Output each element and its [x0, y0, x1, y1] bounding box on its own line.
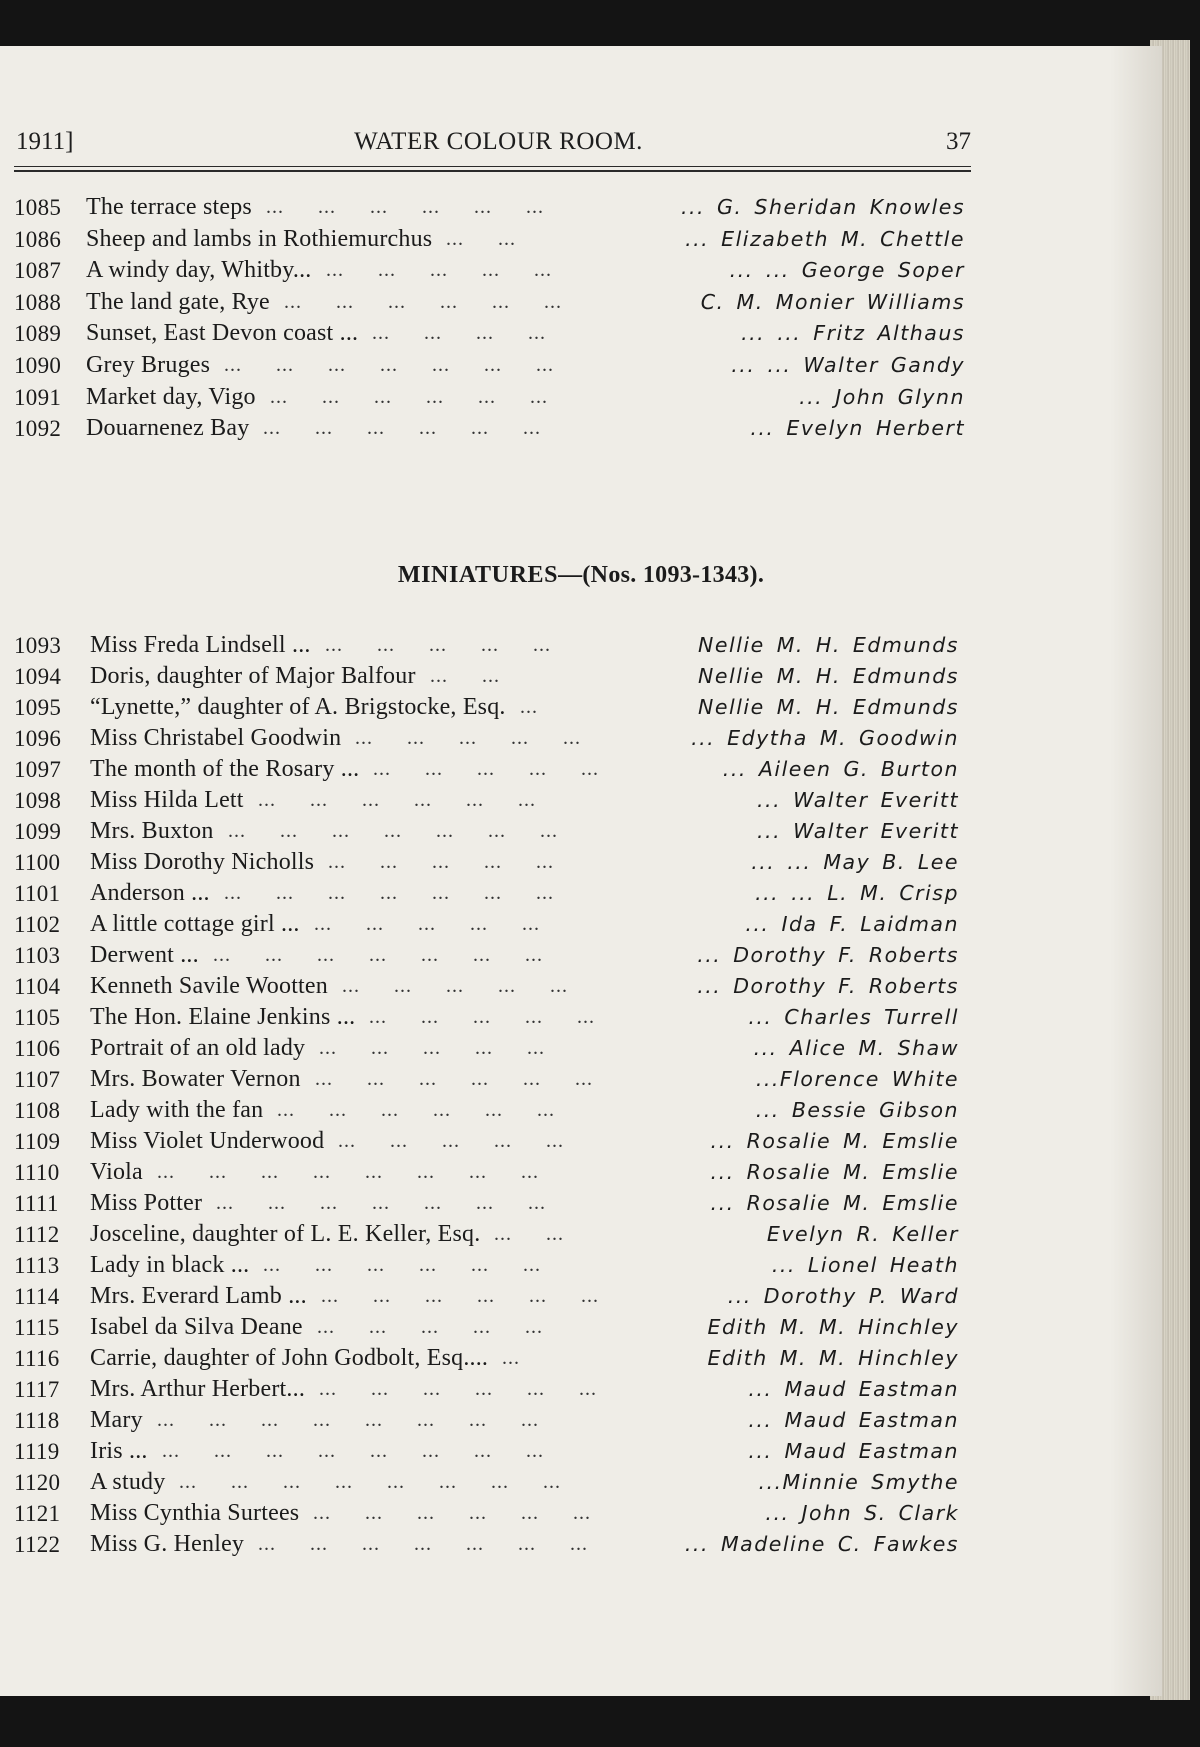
page-gutter-shadow	[1110, 46, 1162, 1696]
catalogue-entry	[14, 1219, 971, 1250]
catalogue-entry	[14, 1157, 971, 1188]
entry-leader-dots: ... ... ... ... ...	[373, 758, 599, 780]
entry-number: 1096	[14, 726, 62, 751]
running-header	[16, 128, 971, 158]
catalogue-entry	[14, 1126, 971, 1157]
catalogue-entry	[14, 287, 971, 319]
catalogue-entry	[14, 1188, 971, 1219]
entry-title: The month of the Rosary ...	[90, 756, 360, 782]
entry-number: 1121	[14, 1501, 61, 1526]
catalogue-entry	[14, 224, 971, 256]
entry-title: Lady in black ...	[90, 1252, 250, 1278]
catalogue-entry	[14, 350, 971, 382]
entry-title: Doris, daughter of Major Balfour	[90, 663, 416, 689]
entry-number: 1111	[14, 1191, 59, 1216]
catalogue-entry	[14, 940, 971, 971]
entry-title: Market day, Vigo	[86, 383, 256, 410]
entry-artist: ... Evelyn Herbert	[750, 416, 965, 441]
entry-artist: Edith M. M. Hinchley	[707, 1346, 959, 1370]
catalogue-entry	[14, 723, 971, 754]
entry-leader-dots: ...	[520, 696, 538, 718]
entry-title: Kenneth Savile Wootten	[90, 973, 328, 999]
entry-artist: ... Dorothy F. Roberts	[697, 943, 959, 967]
entry-leader-dots: ... ... ... ... ...	[355, 727, 581, 749]
entry-title: Sunset, East Devon coast ...	[86, 320, 359, 347]
catalogue-entry	[14, 754, 971, 785]
entry-number: 1119	[14, 1439, 60, 1464]
entry-artist: ... Alice M. Shaw	[753, 1036, 959, 1060]
entry-leader-dots: ... ... ... ... ... ...	[284, 290, 562, 313]
entry-title: Anderson ...	[90, 880, 210, 906]
catalogue-entry	[14, 413, 971, 445]
entry-number: 1115	[14, 1315, 60, 1340]
entry-artist: ...Minnie Smythe	[758, 1470, 959, 1494]
entry-number: 1092	[14, 416, 62, 442]
section-heading-title: MINIATURES	[397, 562, 559, 588]
entry-leader-dots: ... ... ... ... ... ...	[266, 196, 544, 218]
catalogue-entry	[14, 816, 971, 847]
entry-number: 1099	[14, 819, 62, 844]
entry-leader-dots: ... ...	[494, 1223, 564, 1245]
entry-artist: ... Elizabeth M. Chettle	[685, 226, 965, 251]
catalogue-entry	[14, 971, 971, 1002]
catalogue-list-miniatures	[14, 630, 971, 1560]
entry-leader-dots: ... ... ... ... ... ...	[277, 1099, 555, 1121]
entry-number: 1091	[14, 384, 62, 410]
catalogue-entry	[14, 1343, 971, 1374]
entry-leader-dots: ... ... ... ... ... ... ... ...	[179, 1471, 561, 1493]
entry-title: Douarnenez Bay	[86, 415, 250, 442]
catalogue-entry	[14, 630, 971, 661]
catalogue-entry	[14, 382, 971, 414]
catalogue-list-water-colour	[14, 192, 971, 445]
entry-artist: Nellie M. H. Edmunds	[698, 695, 959, 719]
entry-number: 1088	[14, 289, 62, 315]
entry-title: Derwent ...	[90, 942, 199, 968]
entry-title: Josceline, daughter of L. E. Keller, Esq.	[90, 1221, 481, 1247]
entry-leader-dots: ... ... ... ... ... ...	[258, 789, 536, 811]
catalogue-entry	[14, 1498, 971, 1529]
entry-leader-dots: ... ... ... ... ...	[342, 975, 568, 997]
entry-title: Miss Dorothy Nicholls	[90, 849, 315, 875]
entry-artist: Nellie M. H. Edmunds	[698, 633, 959, 657]
entry-artist: ... Rosalie M. Emslie	[710, 1129, 959, 1153]
entry-title: Grey Bruges	[86, 351, 211, 378]
entry-number: 1094	[14, 664, 62, 689]
entry-number: 1097	[14, 757, 62, 782]
entry-leader-dots: ... ... ... ... ...	[325, 634, 551, 656]
entry-title: A study	[90, 1469, 166, 1495]
entry-title: Isabel da Silva Deane	[90, 1314, 303, 1340]
entry-artist: ... Bessie Gibson	[755, 1098, 959, 1122]
entry-number: 1089	[14, 321, 62, 347]
entry-artist: ... ... Fritz Althaus	[741, 321, 965, 346]
entry-title: Miss Cynthia Surtees	[90, 1500, 300, 1526]
entry-number: 1114	[14, 1284, 60, 1309]
entry-leader-dots: ... ... ... ... ... ...	[313, 1502, 591, 1524]
entry-number: 1104	[14, 974, 61, 999]
entry-title: A windy day, Whitby...	[86, 257, 312, 284]
catalogue-entry	[14, 1250, 971, 1281]
entry-artist: Evelyn R. Keller	[766, 1222, 959, 1246]
catalogue-entry	[14, 318, 971, 350]
entry-leader-dots: ... ... ... ... ... ...	[263, 417, 541, 440]
entry-leader-dots: ... ... ... ... ... ... ...	[224, 882, 554, 904]
entry-artist: ... Maud Eastman	[748, 1377, 959, 1401]
catalogue-entry	[14, 1281, 971, 1312]
entry-artist: ... Maud Eastman	[748, 1439, 959, 1463]
catalogue-entry	[14, 1002, 971, 1033]
catalogue-entry	[14, 1436, 971, 1467]
section-heading-range: —(Nos. 1093-1343).	[558, 562, 765, 588]
entry-leader-dots: ... ... ... ... ...	[338, 1130, 564, 1152]
header-title: WATER COLOUR ROOM.	[354, 128, 643, 155]
entry-number: 1113	[14, 1253, 60, 1278]
catalogue-entry	[14, 1529, 971, 1560]
entry-leader-dots: ... ... ... ... ... ... ...	[258, 1533, 588, 1555]
header-rule	[14, 166, 971, 172]
catalogue-entry	[14, 255, 971, 287]
catalogue-entry	[14, 1095, 971, 1126]
entry-leader-dots: ... ... ... ... ... ... ...	[228, 820, 558, 842]
entry-title: Miss Christabel Goodwin	[90, 725, 342, 751]
entry-leader-dots: ... ... ... ... ... ... ... ...	[157, 1161, 539, 1183]
section-heading	[0, 562, 1162, 589]
entry-artist: ... ... Walter Gandy	[731, 352, 965, 377]
entry-title: The Hon. Elaine Jenkins ...	[90, 1004, 356, 1030]
entry-number: 1100	[14, 850, 61, 875]
entry-number: 1120	[14, 1470, 61, 1495]
entry-leader-dots: ... ...	[446, 227, 516, 250]
entry-artist: ... Madeline C. Fawkes	[684, 1532, 959, 1556]
entry-leader-dots: ... ... ... ... ... ... ...	[213, 944, 543, 966]
header-year: 1911]	[16, 128, 74, 155]
entry-title: Miss Potter	[90, 1190, 203, 1216]
entry-artist: ... G. Sheridan Knowles	[680, 195, 965, 219]
catalogue-entry	[14, 1405, 971, 1436]
entry-title: Carrie, daughter of John Godbolt, Esq....	[90, 1345, 489, 1371]
entry-leader-dots: ... ...	[430, 665, 500, 687]
entry-artist: ... Dorothy P. Ward	[727, 1284, 959, 1308]
catalogue-entry	[14, 1467, 971, 1498]
catalogue-entry	[14, 785, 971, 816]
entry-artist: ... Walter Everitt	[757, 819, 959, 843]
entry-leader-dots: ... ... ... ... ...	[319, 1037, 545, 1059]
entry-number: 1085	[14, 195, 62, 220]
entry-leader-dots: ... ... ... ... ... ...	[270, 385, 548, 408]
entry-number: 1103	[14, 943, 61, 968]
entry-leader-dots: ... ... ... ... ... ...	[319, 1378, 597, 1400]
entry-leader-dots: ... ... ... ... ... ... ...	[216, 1192, 546, 1214]
entry-number: 1110	[14, 1160, 60, 1185]
entry-leader-dots: ... ... ... ... ... ... ... ...	[162, 1440, 544, 1462]
entry-number: 1108	[14, 1098, 61, 1123]
entry-number: 1116	[14, 1346, 60, 1371]
catalogue-entry	[14, 847, 971, 878]
entry-title: Sheep and lambs in Rothiemurchus	[86, 225, 433, 252]
entry-leader-dots: ... ... ... ... ...	[369, 1006, 595, 1028]
entry-leader-dots: ...	[502, 1347, 520, 1369]
entry-artist: ... Edytha M. Goodwin	[691, 726, 959, 750]
entry-leader-dots: ... ... ... ... ...	[317, 1316, 543, 1338]
entry-artist: ... Ida F. Laidman	[745, 912, 959, 936]
entry-number: 1090	[14, 352, 62, 378]
entry-number: 1109	[14, 1129, 61, 1154]
entry-number: 1086	[14, 226, 62, 252]
catalogue-entry	[14, 692, 971, 723]
entry-number: 1098	[14, 788, 62, 813]
page-number: 37	[946, 128, 971, 155]
entry-artist: ... Walter Everitt	[757, 788, 959, 812]
entry-title: Mrs. Arthur Herbert...	[90, 1376, 306, 1402]
catalogue-entry	[14, 1374, 971, 1405]
entry-title: Mrs. Bowater Vernon	[90, 1066, 301, 1092]
entry-title: Portrait of an old lady	[90, 1035, 306, 1061]
entry-number: 1102	[14, 912, 61, 937]
entry-artist: ... Aileen G. Burton	[722, 757, 959, 781]
entry-leader-dots: ... ... ... ...	[372, 322, 546, 345]
entry-number: 1093	[14, 633, 62, 658]
entry-title: Mrs. Everard Lamb ...	[90, 1283, 307, 1309]
entry-leader-dots: ... ... ... ... ... ... ... ...	[157, 1409, 539, 1431]
entry-artist: ... John Glynn	[799, 384, 965, 409]
entry-number: 1095	[14, 695, 62, 720]
catalogue-entry	[14, 1312, 971, 1343]
entry-number: 1106	[14, 1036, 61, 1061]
entry-leader-dots: ... ... ... ... ... ...	[321, 1285, 599, 1307]
entry-title: Miss Violet Underwood	[90, 1128, 325, 1154]
entry-number: 1105	[14, 1005, 61, 1030]
entry-artist: ... Lionel Heath	[771, 1253, 959, 1277]
catalogue-entry	[14, 661, 971, 692]
entry-artist: ... ... May B. Lee	[751, 850, 959, 874]
entry-artist: Edith M. M. Hinchley	[707, 1315, 959, 1339]
catalogue-entry	[14, 1064, 971, 1095]
catalogue-entry	[14, 909, 971, 940]
entry-title: Mary	[90, 1407, 143, 1433]
entry-title: Miss Hilda Lett	[90, 787, 244, 813]
entry-artist: ... Maud Eastman	[748, 1408, 959, 1432]
entry-title: The terrace steps	[86, 194, 252, 220]
entry-number: 1087	[14, 258, 62, 284]
entry-title: The land gate, Rye	[86, 288, 270, 315]
catalogue-entry	[14, 192, 971, 224]
entry-leader-dots: ... ... ... ... ...	[326, 259, 552, 282]
entry-title: Miss Freda Lindsell ...	[90, 632, 311, 658]
entry-title: A little cottage girl ...	[90, 911, 300, 937]
entry-artist: C. M. Monier Williams	[700, 289, 965, 314]
entry-number: 1117	[14, 1377, 60, 1402]
entry-artist: ... Dorothy F. Roberts	[697, 974, 959, 998]
entry-artist: ... John S. Clark	[765, 1501, 959, 1525]
entry-leader-dots: ... ... ... ... ...	[314, 913, 540, 935]
entry-number: 1118	[14, 1408, 60, 1433]
entry-artist: ... ... L. M. Crisp	[755, 881, 959, 905]
entry-artist: ... Rosalie M. Emslie	[710, 1191, 959, 1215]
entry-artist: ... Charles Turrell	[748, 1005, 959, 1029]
entry-title: Mrs. Buxton	[90, 818, 214, 844]
entry-leader-dots: ... ... ... ... ...	[328, 851, 554, 873]
entry-leader-dots: ... ... ... ... ... ... ...	[224, 353, 554, 376]
entry-title: Miss G. Henley	[90, 1531, 245, 1557]
entry-artist: ...Florence White	[755, 1067, 959, 1091]
entry-title: Viola	[90, 1159, 143, 1185]
entry-title: Lady with the fan	[90, 1097, 264, 1123]
entry-artist: ... Rosalie M. Emslie	[710, 1160, 959, 1184]
entry-title: Iris ...	[90, 1438, 148, 1464]
entry-leader-dots: ... ... ... ... ... ...	[315, 1068, 593, 1090]
catalogue-entry	[14, 1033, 971, 1064]
entry-title: “Lynette,” daughter of A. Brigstocke, Esq.	[90, 694, 506, 720]
entry-number: 1101	[14, 881, 61, 906]
entry-leader-dots: ... ... ... ... ... ...	[263, 1254, 541, 1276]
entry-artist: ... ... George Soper	[729, 258, 965, 283]
entry-number: 1122	[14, 1532, 61, 1557]
entry-number: 1112	[14, 1222, 60, 1247]
entry-artist: Nellie M. H. Edmunds	[698, 664, 959, 688]
catalogue-entry	[14, 878, 971, 909]
entry-number: 1107	[14, 1067, 61, 1092]
